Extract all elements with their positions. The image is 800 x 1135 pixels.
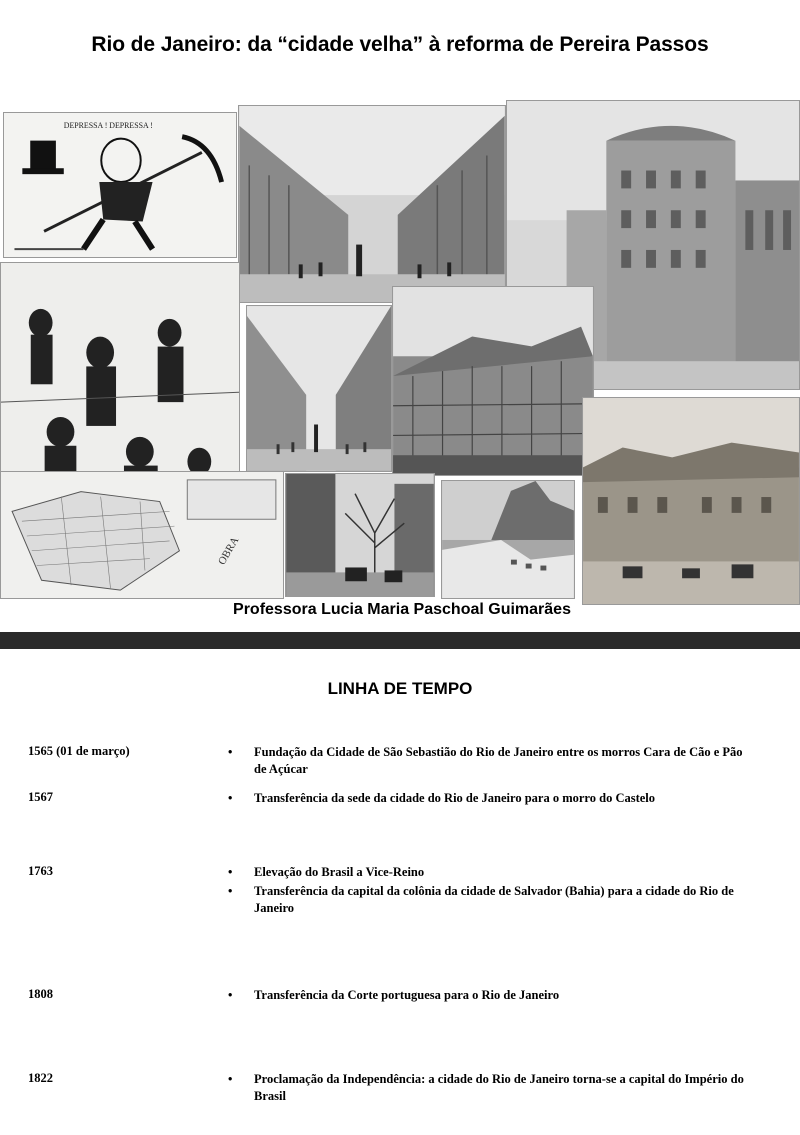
timeline-event xyxy=(228,790,758,807)
timeline-event xyxy=(228,1071,758,1105)
bullet-icon: • xyxy=(228,791,233,805)
author-name-text: Professora Lucia Maria Paschoal Guimarães xyxy=(233,601,571,618)
timeline-event-text: Transferência da sede da cidade do Rio de Janeiro para o morro do Castelo xyxy=(254,791,656,805)
photo-caption-depressa: DEPRESSA ! DEPRESSA ! xyxy=(63,120,153,130)
timeline-events xyxy=(228,987,758,1006)
author-name xyxy=(0,601,800,619)
bullet-icon: • xyxy=(228,745,233,759)
timeline-events xyxy=(228,1071,758,1107)
photo-avenida-central-2 xyxy=(246,305,392,472)
timeline-events xyxy=(228,790,758,809)
photo-old-square xyxy=(582,397,800,605)
photo-street-trees xyxy=(285,473,435,597)
timeline-year: 1763 xyxy=(28,864,53,878)
bullet-icon: • xyxy=(228,988,233,1002)
timeline-year: 1567 xyxy=(28,790,53,804)
timeline-event-text: Fundação da Cidade de São Sebastião do Rio de Janeiro entre os morros Cara de Cão e Pão de Açúcar xyxy=(254,745,743,776)
timeline-event xyxy=(228,883,758,917)
timeline-events xyxy=(228,744,758,780)
timeline-event-text: Elevação do Brasil a Vice-Reino xyxy=(254,865,425,879)
timeline-event xyxy=(228,864,758,881)
photo-botafogo xyxy=(441,480,575,599)
page-title: Rio de Janeiro: da “cidade velha” à reforma de Pereira Passos xyxy=(91,33,709,56)
photo-map xyxy=(0,471,284,599)
timeline-event xyxy=(228,987,758,1004)
divider-band xyxy=(0,632,800,649)
timeline-event xyxy=(228,744,758,778)
timeline-event-text: Transferência da capital da colônia da cidade de Salvador (Bahia) para a cidade do Rio de Janeiro xyxy=(254,884,734,915)
timeline-year: 1808 xyxy=(28,987,53,1001)
timeline-title: LINHA DE TEMPO xyxy=(327,679,473,698)
timeline-events xyxy=(228,864,758,919)
photo-collage xyxy=(0,100,800,605)
timeline-event-text: Transferência da Corte portuguesa para o Rio de Janeiro xyxy=(254,988,560,1002)
timeline-year: 1565 (01 de março) xyxy=(28,744,130,758)
bullet-icon: • xyxy=(228,865,233,879)
timeline-event-text: Proclamação da Independência: a cidade do Rio de Janeiro torna-se a capital do Império do Brasil xyxy=(254,1072,744,1103)
bullet-icon: • xyxy=(228,884,233,898)
timeline-year: 1822 xyxy=(28,1071,53,1085)
photo-caption-obra: OBRA xyxy=(215,534,242,568)
photo-construction xyxy=(392,286,594,476)
photo-cartoon-depressa xyxy=(3,112,237,258)
bullet-icon: • xyxy=(228,1072,233,1086)
photo-avenida-central-1 xyxy=(238,105,506,303)
